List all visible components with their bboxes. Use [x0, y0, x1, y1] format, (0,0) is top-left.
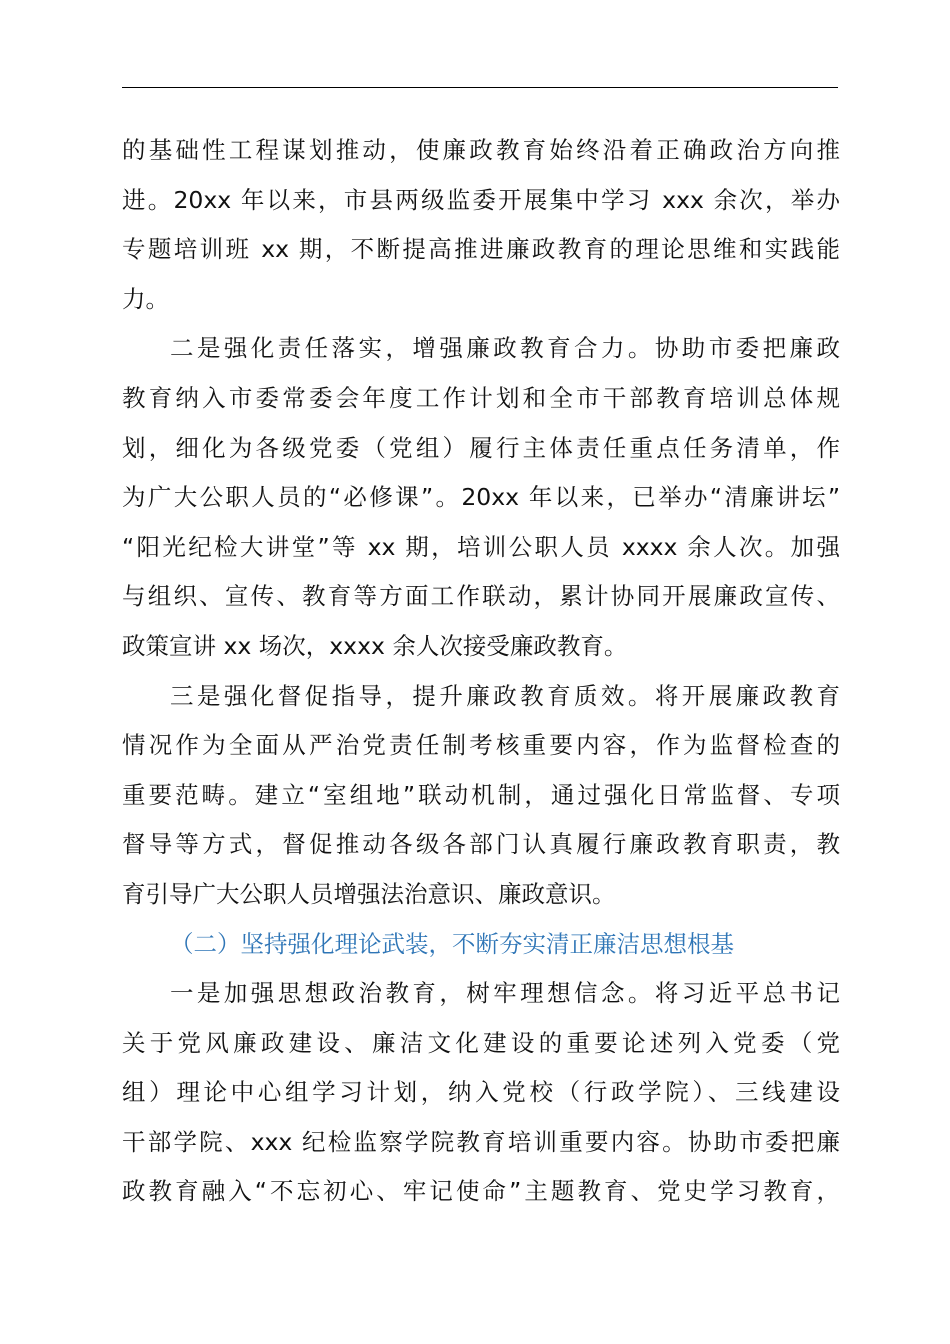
text-line: 一是加强思想政治教育，树牢理想信念。将习近平总书记: [170, 979, 840, 1008]
text-line: 政策宣讲 xx 场次，xxxx 余人次接受廉政教育。: [122, 631, 628, 660]
text-line: 重要范畴。建立“室组地”联动机制，通过强化日常监督、专项: [122, 780, 840, 809]
text-line: 关于党风廉政建设、廉洁文化建设的重要论述列入党委（党: [122, 1028, 840, 1057]
text-line: 与组织、宣传、教育等方面工作联动，累计协同开展廉政宣传、: [122, 582, 840, 611]
text-line: 组）理论中心组学习计划，纳入党校（行政学院）、三线建设: [122, 1078, 840, 1107]
text-line: 的基础性工程谋划推动，使廉政教育始终沿着正确政治方向推: [122, 136, 840, 164]
text-line: 力。: [122, 284, 169, 313]
text-line: 督导等方式，督促推动各级各部门认真履行廉政教育职责，教: [122, 830, 840, 859]
paragraph: [122, 324, 840, 671]
text-line: 专题培训班 xx 期，不断提高推进廉政教育的理论思维和实践能: [122, 235, 840, 264]
text-line: 二是强化责任落实，增强廉政教育合力。协助市委把廉政: [170, 334, 840, 363]
text-line: 进。20xx 年以来，市县两级监委开展集中学习 xxx 余次，举办: [122, 185, 840, 214]
section-heading: [122, 920, 840, 970]
header-rule: [122, 87, 838, 88]
text-line: 干部学院、xxx 纪检监察学院教育培训重要内容。协助市委把廉: [122, 1127, 840, 1156]
text-line: 情况作为全面从严治党责任制考核重要内容，作为监督检查的: [122, 731, 840, 760]
text-line: 三是强化督促指导，提升廉政教育质效。将开展廉政教育: [170, 681, 840, 710]
paragraph: [122, 672, 840, 920]
text-line: 政教育融入“不忘初心、牢记使命”主题教育、党史学习教育，: [122, 1177, 840, 1206]
document-body: [122, 126, 840, 1217]
paragraph: [122, 969, 840, 1217]
text-line: “阳光纪检大讲堂”等 xx 期，培训公职人员 xxxx 余人次。加强: [122, 532, 840, 561]
text-line: 教育纳入市委常委会年度工作计划和全市干部教育培训总体规: [122, 383, 840, 412]
text-line: 划，细化为各级党委（党组）履行主体责任重点任务清单，作: [122, 433, 840, 462]
heading-line: （二）坚持强化理论武装，不断夯实清正廉洁思想根基: [170, 929, 734, 958]
paragraph: [122, 126, 840, 324]
text-line: 育引导广大公职人员增强法治意识、廉政意识。: [122, 879, 616, 908]
text-line: 为广大公职人员的“必修课”。20xx 年以来，已举办“清廉讲坛”: [122, 483, 840, 512]
